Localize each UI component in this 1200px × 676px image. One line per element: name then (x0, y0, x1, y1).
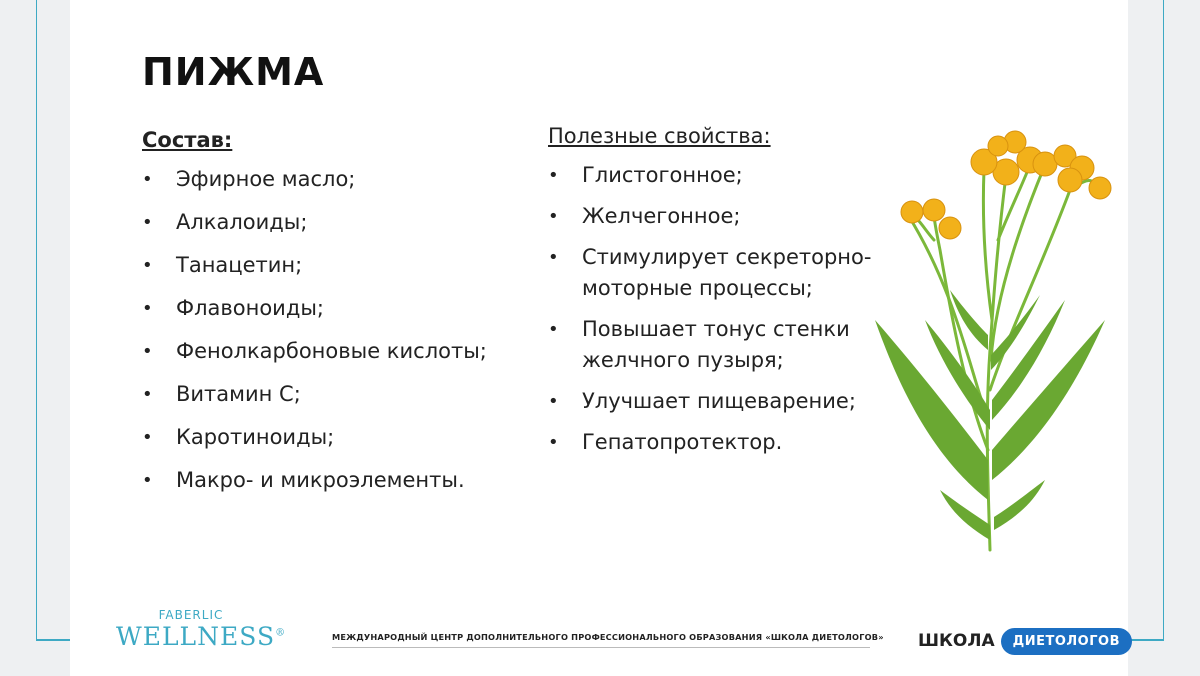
bullet-icon: • (548, 165, 559, 186)
list-item (548, 242, 878, 304)
list-item (142, 250, 522, 281)
bullet-icon: • (142, 255, 153, 276)
frame-line-left (36, 0, 37, 640)
list-item-text: Витамин С; (176, 382, 301, 406)
footer-divider (332, 647, 870, 648)
list-item (142, 336, 522, 367)
list-item (142, 293, 522, 324)
footer-center-text: МЕЖДУНАРОДНЫЙ ЦЕНТР ДОПОЛНИТЕЛЬНОГО ПРОФЕССИОНАЛЬНОГО ОБРАЗОВАНИЯ «ШКОЛА ДИЕТОЛОГОВ» (332, 632, 884, 642)
composition-heading: Состав: (142, 128, 233, 152)
bullet-icon: • (548, 432, 559, 453)
school-part2: ДИЕТОЛОГОВ (1001, 628, 1132, 655)
bullet-icon: • (548, 206, 559, 227)
list-item-text: Макро- и микроэлементы. (176, 468, 465, 492)
list-item-text: Алкалоиды; (176, 210, 308, 234)
list-item-text: Повышает тонус стенки желчного пузыря; (582, 317, 850, 372)
list-item (142, 207, 522, 238)
list-item-text: Улучшает пищеварение; (582, 389, 856, 413)
list-item (142, 422, 522, 453)
list-item (548, 201, 878, 232)
list-item (548, 160, 878, 191)
composition-list (142, 164, 522, 496)
list-item (142, 465, 522, 496)
bullet-icon: • (142, 298, 153, 319)
properties-list (548, 160, 878, 458)
school-logo (918, 626, 1132, 656)
list-item-text: Эфирное масло; (176, 167, 356, 191)
brand-mark: ® (275, 627, 287, 639)
faberlic-wellness-logo (116, 608, 286, 651)
bullet-icon: • (142, 212, 153, 233)
list-item-text: Танацетин; (176, 253, 303, 277)
list-item-text: Желчегонное; (582, 204, 741, 228)
bullet-icon: • (548, 319, 559, 340)
school-part1: ШКОЛА (918, 631, 995, 651)
tansy-plant-illustration (870, 120, 1120, 552)
list-item-text: Стимулирует секреторно-моторные процессы; (582, 245, 872, 300)
bullet-icon: • (548, 391, 559, 412)
list-item-text: Глистогонное; (582, 163, 743, 187)
bullet-icon: • (142, 427, 153, 448)
bullet-icon: • (142, 384, 153, 405)
brand-main (116, 622, 286, 651)
brand-main-text: WELLNESS (116, 622, 276, 651)
bullet-icon: • (548, 247, 559, 268)
list-item (548, 427, 878, 458)
brand-top: FABERLIC (158, 608, 224, 622)
slide-title: ПИЖМА (142, 50, 325, 94)
bullet-icon: • (142, 341, 153, 362)
list-item (142, 164, 522, 195)
list-item-text: Флавоноиды; (176, 296, 324, 320)
properties-column (548, 124, 878, 468)
list-item (142, 379, 522, 410)
frame-line-right (1163, 0, 1164, 640)
properties-heading: Полезные свойства: (548, 124, 771, 148)
list-item-text: Гепатопротектор. (582, 430, 783, 454)
list-item (548, 386, 878, 417)
list-item (548, 314, 878, 376)
bullet-icon: • (142, 470, 153, 491)
composition-column (142, 128, 522, 508)
list-item-text: Каротиноиды; (176, 425, 335, 449)
list-item-text: Фенолкарбоновые кислоты; (176, 339, 487, 363)
bullet-icon: • (142, 169, 153, 190)
